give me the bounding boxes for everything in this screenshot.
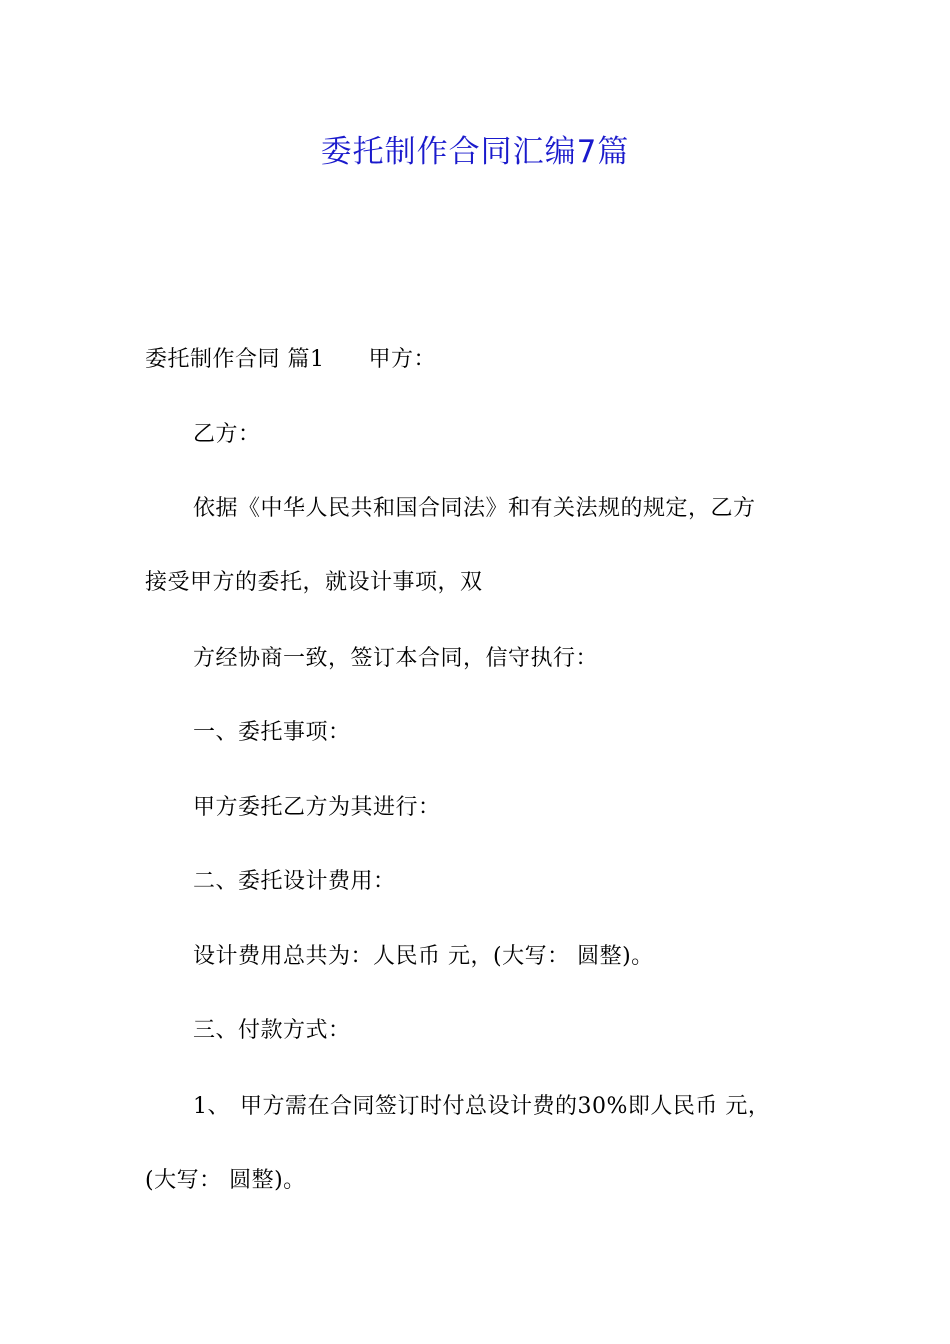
item-text: 甲方需在合同签订时付总设计费的30%即人民币 元，	[240, 1094, 771, 1119]
clause-heading: 一、委托事项：	[193, 720, 351, 745]
paragraph-line: (大写： 圆整)。	[145, 1168, 306, 1193]
section-heading-line	[145, 345, 436, 375]
section-heading: 委托制作合同 篇1	[145, 347, 325, 372]
party-b-label: 乙方：	[193, 422, 261, 447]
numbered-item	[193, 1092, 770, 1122]
party-a-label: 甲方：	[368, 347, 437, 372]
clause-heading: 二、委托设计费用：	[193, 869, 396, 894]
document-title: 委托制作合同汇编7篇	[320, 134, 630, 170]
paragraph-line: 设计费用总共为：人民币 元，(大写： 圆整)。	[193, 944, 654, 969]
paragraph-line: 方经协商一致，签订本合同，信守执行：	[193, 646, 599, 671]
paragraph-line: 甲方委托乙方为其进行：	[193, 795, 441, 820]
paragraph-line: 依据《中华人民共和国合同法》和有关法规的规定，乙方	[193, 496, 756, 521]
paragraph-line: 接受甲方的委托，就设计事项，双	[145, 570, 483, 595]
item-number: 1、	[193, 1094, 230, 1119]
clause-heading: 三、付款方式：	[193, 1018, 351, 1043]
